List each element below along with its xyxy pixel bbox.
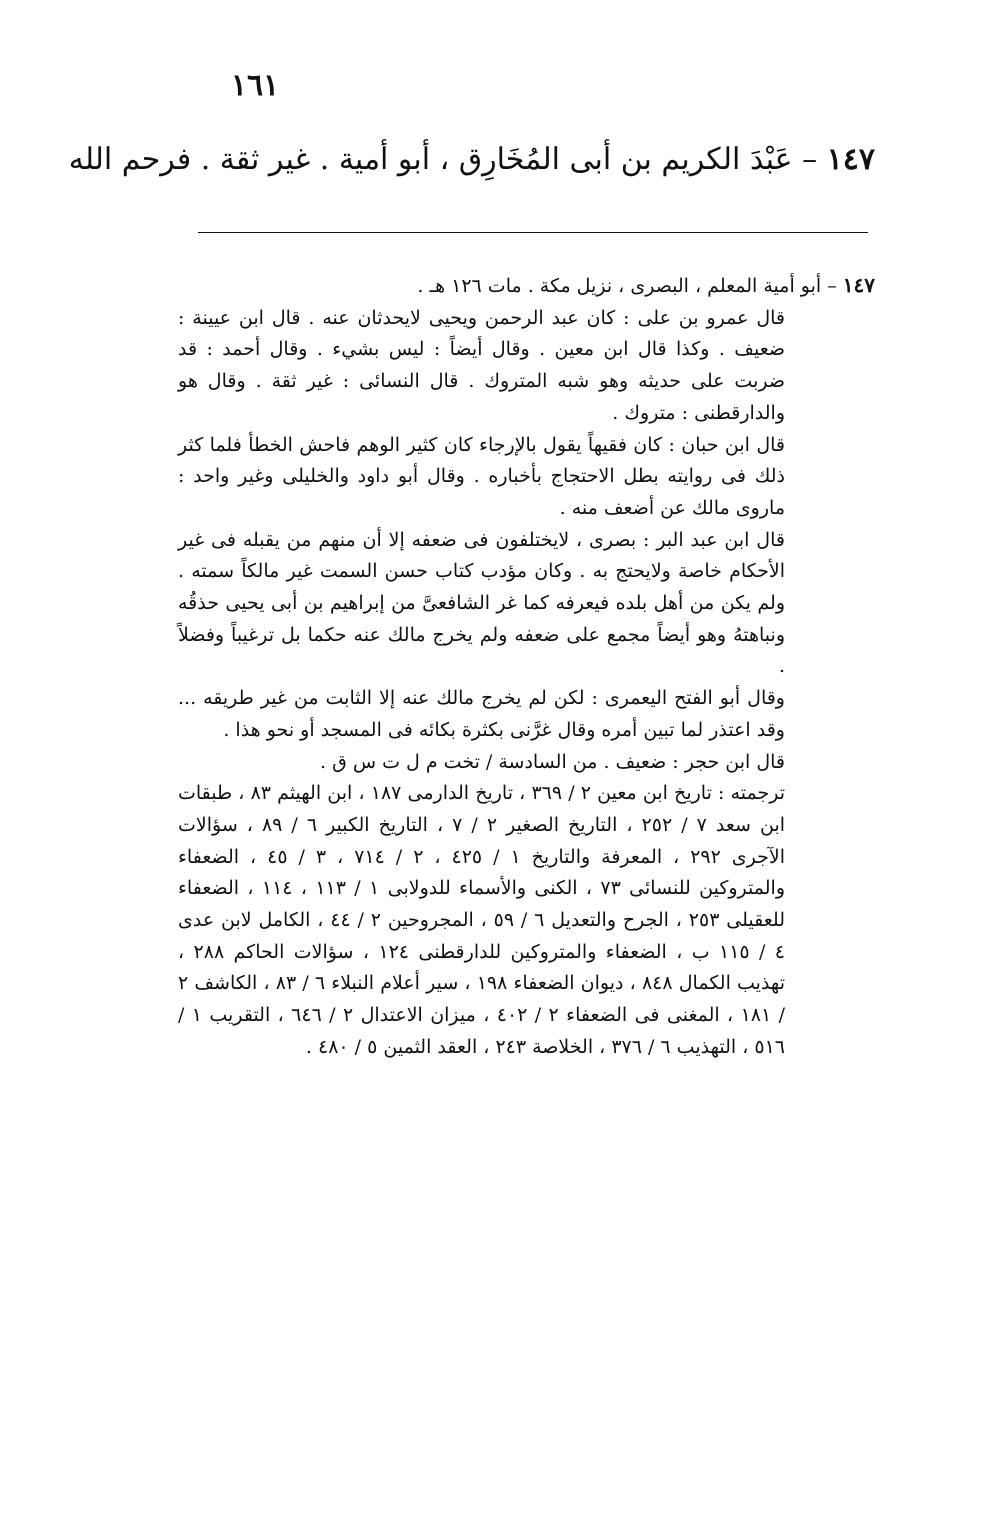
paragraph-sources: ترجمته : تاريخ ابن معين ٢ / ٣٦٩ ، تاريخ الدارمى ١٨٧ ، ابن الهيثم ٨٣ ، طبقات ابن سعد ٧ / ٢٥٢ ، التاريخ الصغير ٢ / ٧ ، التاريخ الكبير ٦ / ٨٩ ، سؤالات الآجرى ٢٩٢ ، المعرفة والتاريخ ١ / ٤٢٥ ، ٢ / ٧١٤ ، ٣ / ٤٥ ، الضعفاء والمتروكين للنسائى ٧٣ ، الكنى والأسماء للدولابى ١ / ١١٣ ، ١١٤ ، الضعفاء للعقيلى ٢٥٣ ، الجرح والتعديل ٦ / ٥٩ ، المجروحين ٢ / ٤٤ ، الكامل لابن عدى ٤ / ١١٥ ب ، الضعفاء والمتروكين للدارقطنى ١٢٤ ، سؤالات الحاكم ٢٨٨ ، تهذيب الكمال ٨٤٨ ، ديوان الضعفاء ١٩٨ ، سير أعلام النبلاء ٦ / ٨٣ ، الكاشف ٢ / ١٨١ ، المغنى فى الضعفاء ٢ / ٤٠٢ ، ميزان الاعتدال ٢ / ٦٤٦ ، التقريب ١ / ٥١٦ ، التهذيب ٦ / ٣٧٦ ، الخلاصة ٢٤٣ ، العقد الثمين ٥ / ٤٨٠ . xyxy=(178,782,786,1058)
footnote-number: ١٤٧ xyxy=(842,273,875,297)
footnote-first-line: أبو أمية المعلم ، البصرى ، نزيل مكة . مات ١٢٦ هـ . xyxy=(417,275,822,297)
entry-dash: – xyxy=(802,142,818,177)
paragraph-ibn-abd-albarr: قال ابن عبد البر : بصرى ، لايختلفون فى ضعفه إلا أن منهم من يقبله فى غير الأحكام خاصة ولايحتج به . وكان مؤدب كتاب حسن السمت غير مالكاً سمته . ولم يكن من أهل بلده فيعرفه كما غر الشافعىَّ من إبراهيم بن أبى يحيى حذقُه ونباهتهُ وهو أيضاً مجمع على ضعفه ولم يخرج مالك عنه حكما بل ترغيباً وفضلاً . xyxy=(178,528,785,678)
entry-text: عَبْدَ الكريم بن أبى المُخَارِق ، أبو أمية . غير ثقة . فرحم الله xyxy=(68,142,793,177)
paragraph-yamuri: وقال أبو الفتح اليعمرى : لكن لم يخرج مالك عنه إلا الثابت من غير طريقه ... وقد اعتذر لما تبين أمره وقال غرَّنى بكثرة بكائه فى المسجد أو نحو هذا . xyxy=(178,687,785,741)
paragraph-ibn-hibban: قال ابن حبان : كان فقيهاً يقول بالإرجاء كان كثير الوهم فاحش الخطأ فلما كثر ذلك فى روايته بطل الاحتجاج بأخباره . وقال أبو داود والخليلى وغير واحد : ماروى مالك عن أضعف منه . xyxy=(178,433,785,519)
footnote-dash: – xyxy=(827,275,837,297)
footnote-heading xyxy=(178,270,875,303)
page-number: ١٦١ xyxy=(230,68,280,103)
footnotes xyxy=(178,270,875,1064)
paragraph-ibn-hajar: قال ابن حجر : ضعيف . من السادسة / تخت م ل ت س ق . xyxy=(320,750,785,773)
paragraph-amr: قال عمرو بن على : كان عبد الرحمن ويحيى لايحدثان عنه . قال ابن عيينة : ضعيف . وكذا قال ابن معين . وقال أيضاً : ليس بشيء . وقال أحمد : قد ضربت على حديثه وهو شبه المتروك . قال النسائى : غير ثقة . وقال هو والدارقطنى : متروك . xyxy=(178,306,785,424)
footnote-divider xyxy=(198,232,868,233)
entry-number: ١٤٧ xyxy=(826,142,875,177)
footnote-body xyxy=(178,303,785,1064)
main-entry xyxy=(68,136,875,184)
